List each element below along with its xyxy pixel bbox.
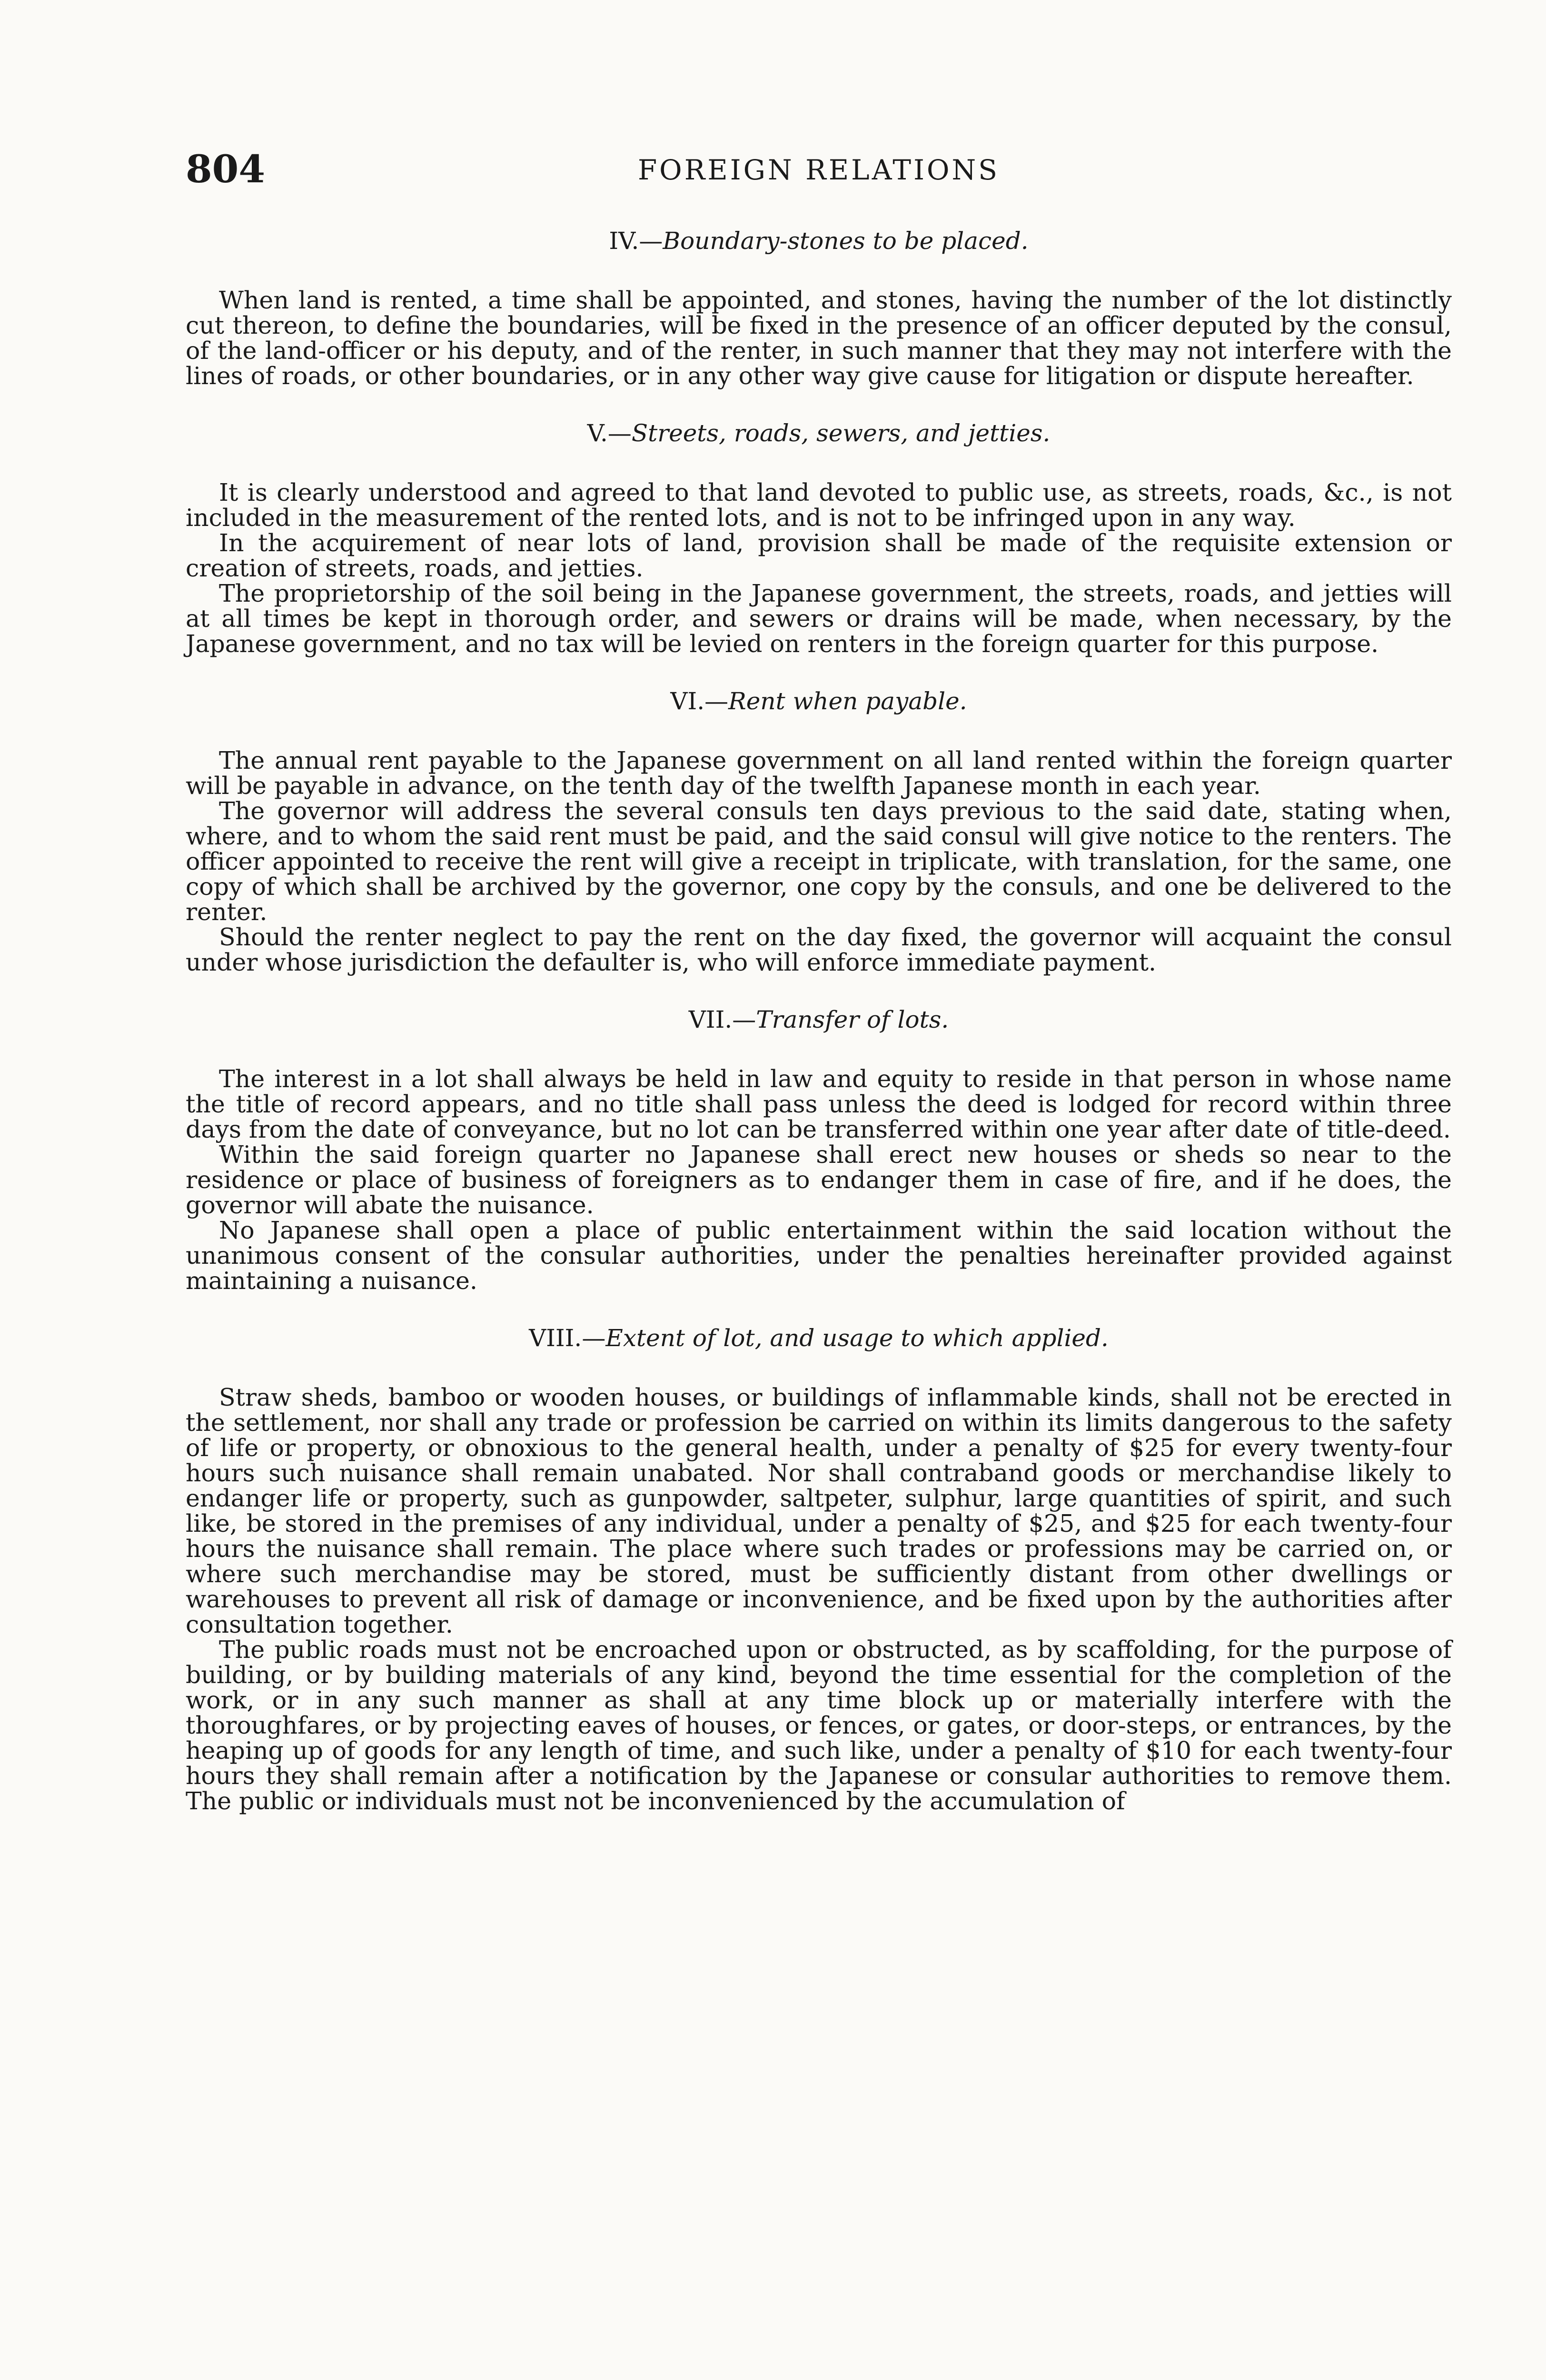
heading-dash: — bbox=[732, 1006, 756, 1033]
section-number: VII. bbox=[688, 1006, 733, 1033]
paragraph: The annual rent payable to the Japanese government on all land rented within the foreign quarter will be payable in advance, on the tenth day of the twelfth Japanese month in each year. bbox=[186, 746, 1452, 800]
section-title: Streets, roads, sewers, and jetties. bbox=[631, 419, 1050, 447]
paragraph: The governor will address the several consuls ten days previous to the said date, stating when, where, and to whom the said rent must be paid, and the said consul will give notice to the renters. The officer appointed to receive the rent will give a receipt in triplicate, with translation, for the same, one copy of which shall be archived by the governor, one copy by the consuls, and one be delivered to the renter. bbox=[186, 797, 1452, 926]
paragraph: No Japanese shall open a place of public entertainment within the said location without the unanimous consent of the consular authorities, under the penalties hereinafter provided against maintaining a nuisance. bbox=[186, 1216, 1452, 1295]
page-header bbox=[186, 143, 1452, 195]
paragraph: The proprietorship of the soil being in the Japanese government, the streets, roads, and jetties will at all times be kept in thorough order, and sewers or drains will be made, when necessary, by the Japanese government, and no tax will be levied on renters in the foreign quarter for this purpose. bbox=[186, 579, 1452, 658]
section-vi bbox=[186, 684, 1452, 975]
section-heading bbox=[186, 684, 1452, 718]
paragraph: Within the said foreign quarter no Japanese shall erect new houses or sheds so near to the residence or place of business of foreigners as to endanger them in case of fire, and if he does, the governor will abate the nuisance. bbox=[186, 1140, 1452, 1219]
running-title: FOREIGN RELATIONS bbox=[637, 154, 1000, 186]
section-number: VIII. bbox=[529, 1324, 582, 1352]
section-title: Boundary-stones to be placed. bbox=[663, 227, 1029, 255]
section-iv bbox=[186, 224, 1452, 388]
heading-dash: — bbox=[582, 1324, 606, 1352]
section-v bbox=[186, 416, 1452, 656]
section-number: IV. bbox=[609, 227, 639, 255]
heading-dash: — bbox=[607, 419, 632, 447]
section-heading bbox=[186, 224, 1452, 258]
paragraph: When land is rented, a time shall be appointed, and stones, having the number of the lot distinctly cut thereon, to define the boundaries, will be fixed in the presence of an officer deputed by the consul, of the land-officer or his deputy, and of the renter, in such manner that they may not interfere with the lines of roads, or other boundaries, or in any other way give cause for litigation or dispute hereafter. bbox=[186, 286, 1452, 390]
paragraph: It is clearly understood and agreed to that land devoted to public use, as streets, roads, &c., is not included in the measurement of the rented lots, and is not to be infringed upon in any way. bbox=[186, 478, 1452, 532]
section-viii bbox=[186, 1321, 1452, 1814]
paragraph: The interest in a lot shall always be held in law and equity to reside in that person in whose name the title of record appears, and no title shall pass unless the deed is lodged for record within three days from the date of conveyance, but no lot can be transferred within one year after date of title-deed. bbox=[186, 1065, 1452, 1143]
section-heading bbox=[186, 1002, 1452, 1037]
section-title: Rent when payable. bbox=[728, 687, 967, 715]
page-body bbox=[186, 219, 1452, 1841]
heading-dash: — bbox=[639, 227, 663, 255]
paragraph: Straw sheds, bamboo or wooden houses, or buildings of inflammable kinds, shall not be erected in the settlement, nor shall any trade or profession be carried on within its limits dangerous to the safety of life or property, or obnoxious to the general health, under a penalty of $25 for every twenty-four hours such nuisance shall remain unabated. Nor shall contraband goods or merchandise likely to endanger life or property, such as gunpowder, saltpeter, sulphur, large quantities of spirit, and such like, be stored in the premises of any individual, under a penalty of $25, and $25 for each twenty-four hours the nuisance shall remain. The place where such trades or professions may be carried on, or where such merchandise may be stored, must be sufficiently distant from other dwellings or warehouses to prevent all risk of damage or inconvenience, and be fixed upon by the authorities after consultation together. bbox=[186, 1383, 1452, 1638]
paragraph: In the acquirement of near lots of land, provision shall be made of the requisite extension or creation of streets, roads, and jetties. bbox=[186, 529, 1452, 582]
section-number: V. bbox=[587, 419, 608, 447]
heading-dash: — bbox=[704, 687, 729, 715]
section-title: Transfer of lots. bbox=[756, 1006, 949, 1033]
paragraph: Should the renter neglect to pay the rent on the day fixed, the governor will acquaint the consul under whose jurisdiction the defaulter is, who will enforce immediate payment. bbox=[186, 923, 1452, 976]
section-number: VI. bbox=[670, 687, 705, 715]
section-heading bbox=[186, 1321, 1452, 1355]
section-heading bbox=[186, 416, 1452, 450]
paragraph: The public roads must not be encroached upon or obstructed, as by scaffolding, for the purpose of building, or by building materials of any kind, beyond the time essential for the completion of the work, or in any such manner as shall at any time block up or materially interfere with the thoroughfares, or by projecting eaves of houses, or fences, or gates, or door-steps, or entrances, by the heaping up of goods for any length of time, and such like, under a penalty of $10 for each twenty-four hours they shall remain after a notification by the Japanese or consular authorities to remove them. The public or individuals must not be inconvenienced by the accumulation of bbox=[186, 1636, 1452, 1815]
section-title: Extent of lot, and usage to which applied. bbox=[605, 1324, 1109, 1352]
section-vii bbox=[186, 1002, 1452, 1293]
page-number: 804 bbox=[186, 147, 265, 191]
